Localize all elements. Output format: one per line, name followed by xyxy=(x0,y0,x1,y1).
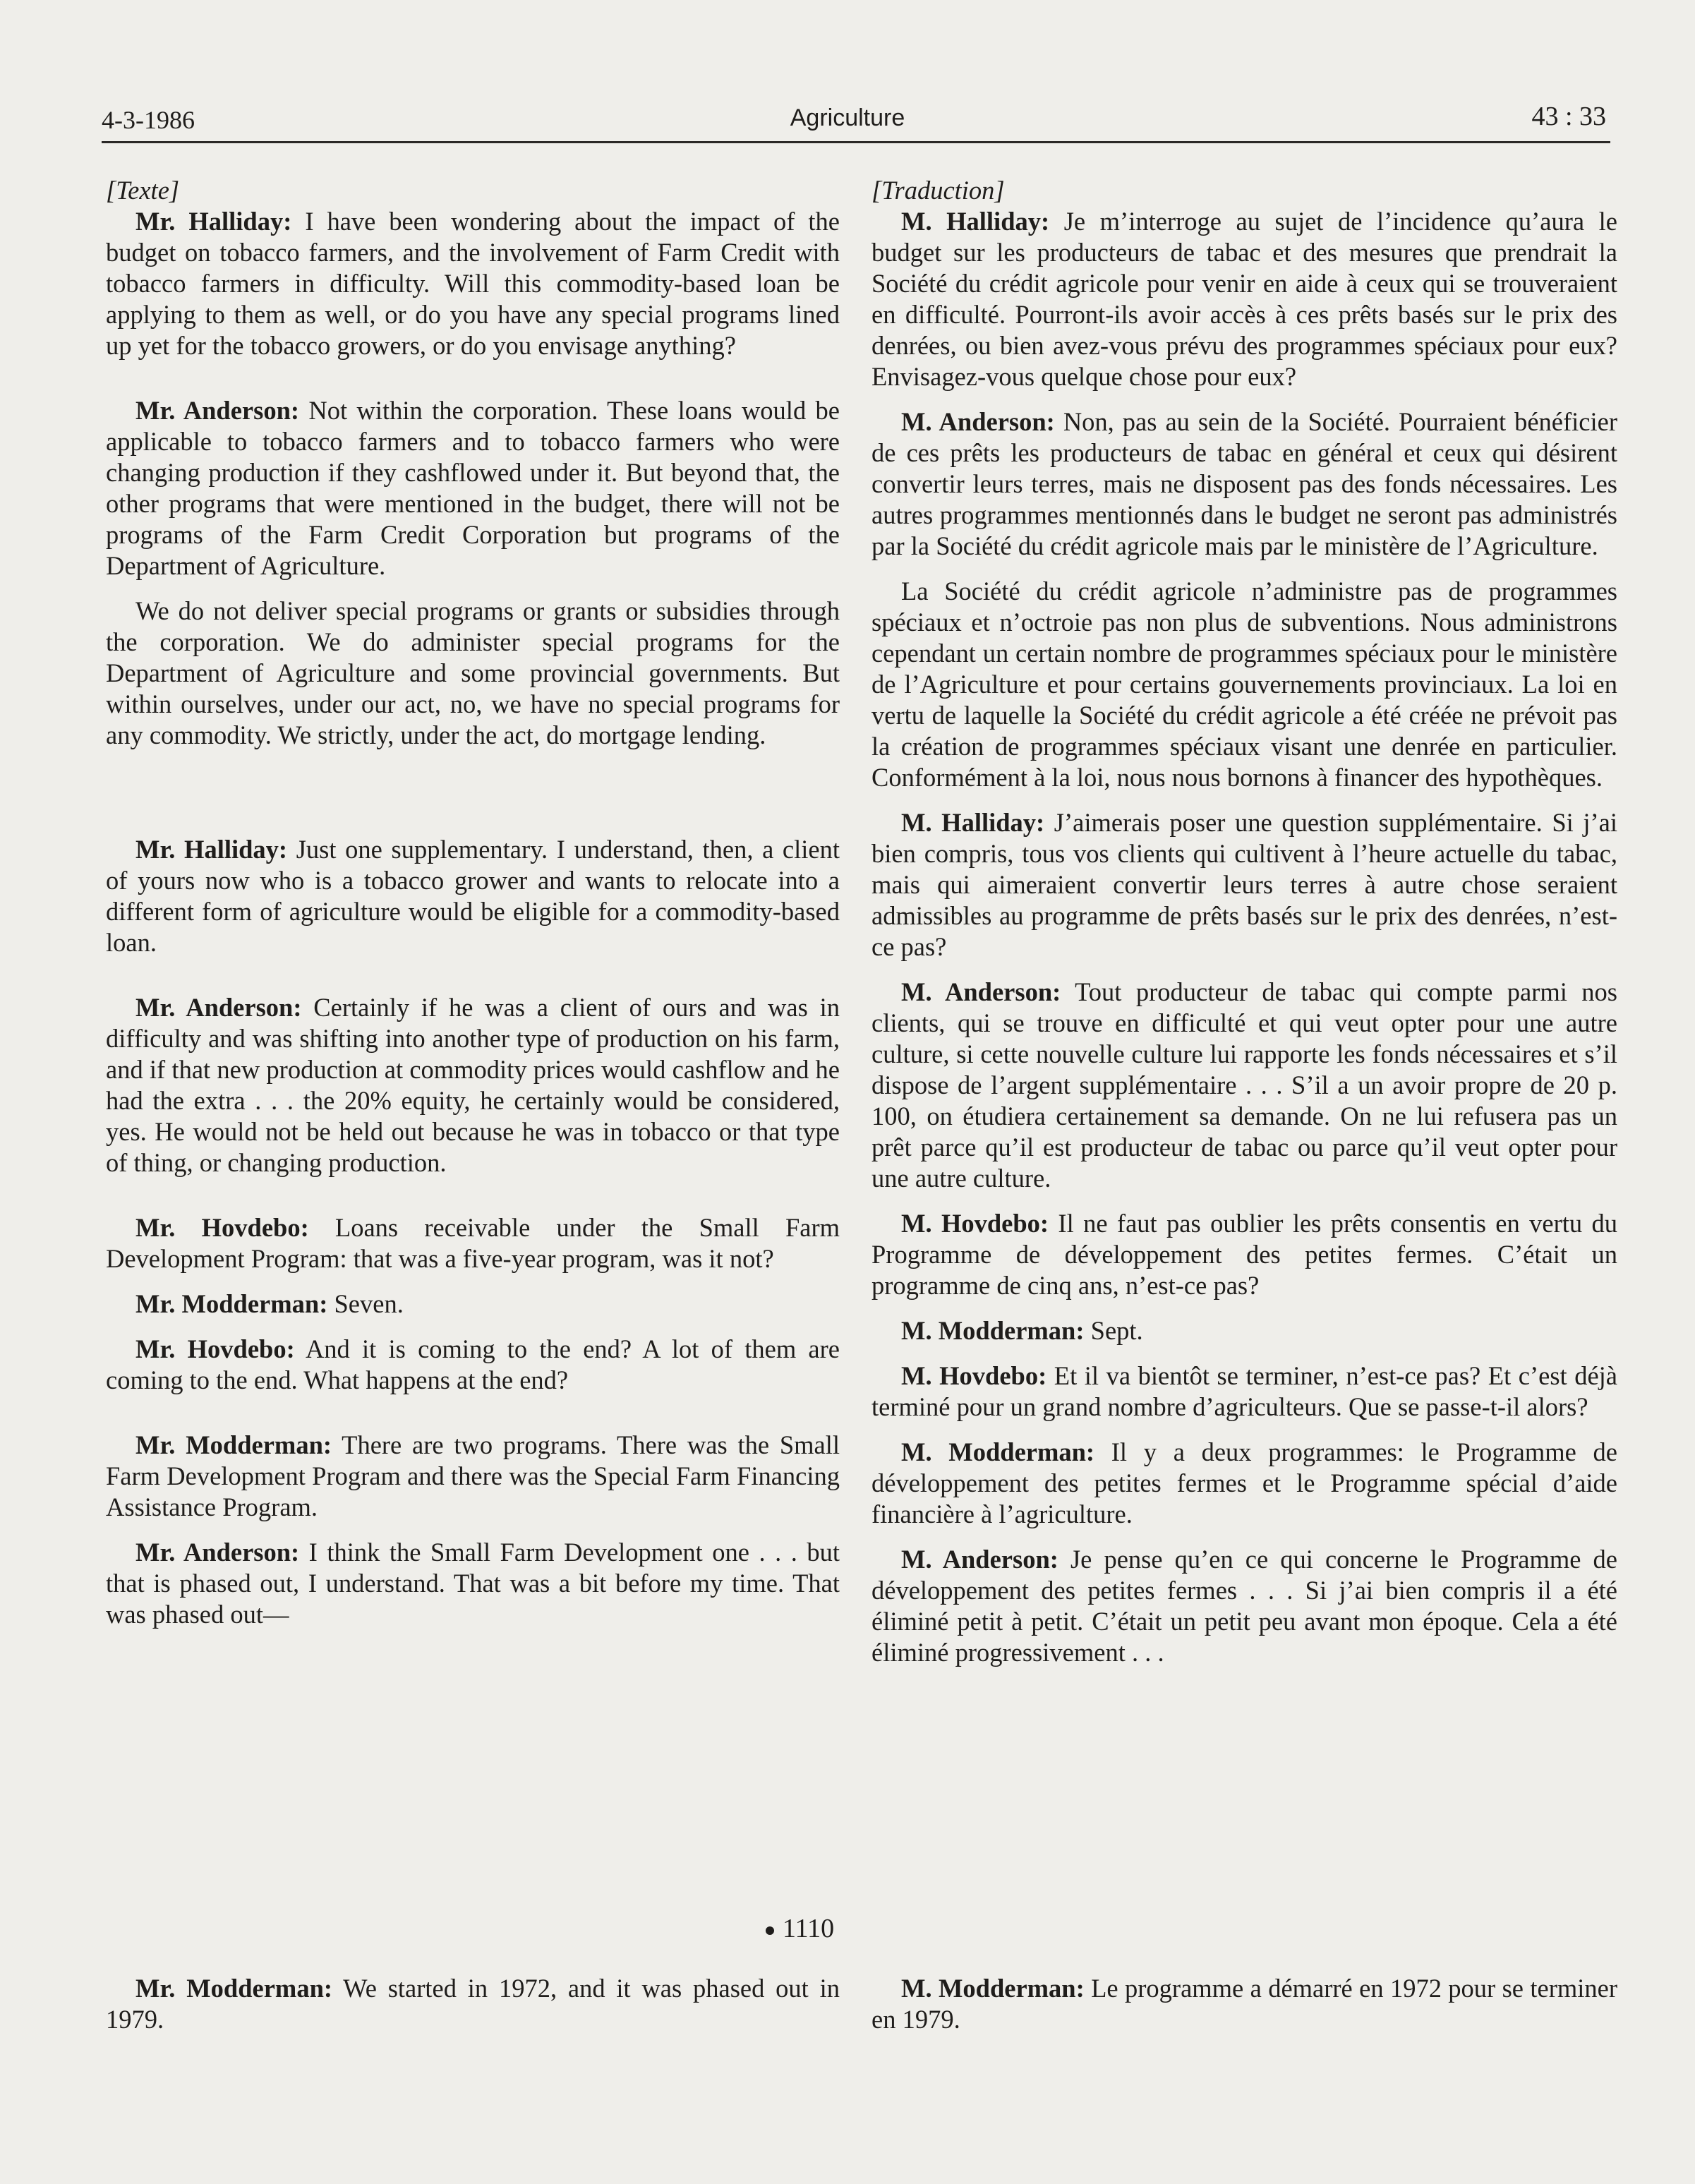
time-marker xyxy=(766,1913,834,1944)
section-label: [Traduction] xyxy=(871,176,1005,205)
paragraph xyxy=(106,395,840,581)
speaker: Mr. Anderson: xyxy=(135,993,302,1022)
speech: And it is coming to the end? A lot of them are coming to the end. What happens at the end? xyxy=(106,1334,840,1394)
paragraph xyxy=(871,406,1617,562)
time-marker-text: 1110 xyxy=(783,1914,835,1943)
speech: There are two programs. There was the Small Farm Development Program and there was the Special Farm Financing Assistance Program. xyxy=(106,1430,840,1521)
paragraph xyxy=(106,1973,840,2035)
speaker: M. Anderson: xyxy=(901,407,1055,436)
paragraph xyxy=(106,1289,840,1320)
column-english xyxy=(106,175,840,1630)
speaker: Mr. Anderson: xyxy=(135,1538,300,1567)
speech: Not within the corporation. These loans would be applicable to tobacco farmers and to tobacco farmers who were changing production if they cashflowed under it. But beyond that, the other programs that were mentioned in the budget, there will not be programs of the Farm Credit Corporation but programs of the Department of Agriculture. xyxy=(106,396,840,580)
speaker: M. Hovdebo: xyxy=(901,1209,1049,1238)
header-rule xyxy=(102,141,1610,143)
speaker: M. Anderson: xyxy=(901,1545,1058,1574)
paragraph xyxy=(871,206,1617,392)
speaker: M. Halliday: xyxy=(901,808,1045,837)
section-label: [Texte] xyxy=(106,176,180,205)
paragraph xyxy=(106,1430,840,1523)
speaker: M. Hovdebo: xyxy=(901,1361,1047,1390)
paragraph xyxy=(871,1315,1617,1346)
speaker: Mr. Halliday: xyxy=(135,835,288,864)
header-date: 4-3-1986 xyxy=(102,106,195,134)
speech: Je pense qu’en ce qui concerne le Programme de développement des petites fermes . . . Si j’ai bien compris il a été éliminé petit à petit. C’était un petit peu avant mon époque. Cela a été éliminé progressivement . . . xyxy=(871,1545,1617,1667)
paragraph xyxy=(106,992,840,1178)
speech: J’aimerais poser une question supplémentaire. Si j’ai bien compris, tous vos clients qui cultivent à l’heure actuelle du tabac, mais qui aimeraient convertir leurs terres à autre chose seraient admissibles au programme de prêts basés sur le prix des denrées, n’est-ce pas? xyxy=(871,808,1618,961)
paragraph xyxy=(871,1208,1617,1301)
speaker: Mr. Hovdebo: xyxy=(135,1213,309,1242)
speech: Il ne faut pas oublier les prêts consentis en vertu du Programme de développement des petites fermes. C’était un programme de cinq ans, n’est-ce pas? xyxy=(871,1209,1617,1300)
speech: Certainly if he was a client of ours and was in difficulty and was shifting into another type of production on his farm, and if that new production at commodity prices would cashflow and he had the extra . . . the 20% equity, he certainly would be considered, yes. He would not be held out because he was in tobacco or that type of thing, or changing production. xyxy=(106,993,840,1177)
speech: Tout producteur de tabac qui compte parmi nos clients, qui se trouve en difficulté et qui veut opter pour une autre culture, si cette nouvelle culture lui rapporte les fonds nécessaires et s’il dispose de l’argent supplémentaire . . . S’il a un avoir propre de 20 p. 100, on étudiera certainement sa demande. On ne lui refusera pas un prêt parce qu’il est producteur de tabac ou parce qu’il veut opter pour une autre culture. xyxy=(871,977,1617,1193)
header-title: Agriculture xyxy=(790,104,905,131)
speech: Seven. xyxy=(327,1289,404,1318)
paragraph xyxy=(106,596,840,751)
paragraph xyxy=(106,1334,840,1396)
paragraph xyxy=(871,1973,1617,2035)
speaker: Mr. Modderman: xyxy=(135,1289,328,1318)
speaker: M. Modderman: xyxy=(901,1316,1085,1345)
speaker: Mr. Hovdebo: xyxy=(135,1334,295,1363)
bullet-icon xyxy=(766,1926,774,1935)
column-french-end xyxy=(871,1973,1617,2035)
paragraph xyxy=(106,206,840,361)
paragraph xyxy=(871,807,1617,963)
paragraph xyxy=(106,1212,840,1274)
paragraph xyxy=(871,977,1617,1194)
header-page-number: 43 : 33 xyxy=(1531,102,1606,131)
paragraph xyxy=(871,1437,1617,1530)
speech: Je m’interroge au sujet de l’incidence qu’aura le budget sur les producteurs de tabac et des mesures que prendrait la Société du crédit agricole pour venir en aide à ceux qui se trouveraient en difficulté. Pourront-ils avoir accès à ces prêts basés sur le prix des denrées, ou bien avez-vous prévu des programmes spéciaux pour eux? Envisagez-vous quelque chose pour eux? xyxy=(871,207,1618,391)
speaker: M. Modderman: xyxy=(901,1974,1085,2003)
column-english-end xyxy=(106,1973,840,2035)
speaker: Mr. Anderson: xyxy=(135,396,300,425)
column-french xyxy=(871,175,1617,1668)
speech: Sept. xyxy=(1084,1316,1143,1345)
speech: Loans receivable under the Small Farm Development Program: that was a five-year program, was it not? xyxy=(106,1213,840,1273)
paragraph xyxy=(871,1544,1617,1668)
paragraph xyxy=(871,1361,1617,1423)
speech: I have been wondering about the impact of the budget on tobacco farmers, and the involvement of Farm Credit with tobacco farmers in difficulty. Will this commodity-based loan be applying to them as well, or do you have any special programs lined up yet for the tobacco growers, or do you envisage anything? xyxy=(106,207,840,360)
speaker: M. Modderman: xyxy=(901,1437,1095,1466)
speech: Et il va bientôt se terminer, n’est-ce pas? Et c’est déjà terminé pour un grand nombre d’agriculteurs. Que se passe-t-il alors? xyxy=(871,1361,1618,1421)
speaker: M. Anderson: xyxy=(901,977,1061,1006)
speech: Il y a deux programmes: le Programme de développement des petites fermes et le Programme spécial d’aide financière à l’agriculture. xyxy=(871,1437,1617,1528)
speech: Le programme a démarré en 1972 pour se terminer en 1979. xyxy=(871,1974,1617,2034)
speech: Non, pas au sein de la Société. Pourraient bénéficier de ces prêts les producteurs de tabac en général et ceux qui désirent convertir leurs terres, mais ne disposent pas des fonds nécessaires. Les autres programmes mentionnés dans le budget ne seront pas administrés par la Société du crédit agricole mais par le ministère de l’Agriculture. xyxy=(871,407,1617,560)
speaker: M. Halliday: xyxy=(901,207,1050,236)
speaker: Mr. Modderman: xyxy=(135,1974,333,2003)
speech: Just one supplementary. I understand, then, a client of yours now who is a tobacco grower and wants to relocate into a different form of agriculture would be eligible for a commodity-based loan. xyxy=(106,835,840,957)
speaker: Mr. Halliday: xyxy=(135,207,292,236)
paragraph xyxy=(871,576,1617,793)
paragraph xyxy=(106,834,840,958)
speech: We started in 1972, and it was phased out in 1979. xyxy=(106,1974,840,2034)
speech: We do not deliver special programs or grants or subsidies through the corporation. We do administer special programs for the Department of Agriculture and some provincial governments. But within ourselves, under our act, no, we have no special programs for any commodity. We strictly, under the act, do mortgage lending. xyxy=(106,596,840,749)
speech: La Société du crédit agricole n’administre pas de programmes spéciaux et n’octroie pas non plus de subventions. Nous administrons cependant un certain nombre de programmes spéciaux pour le ministère de l’Agriculture et pour certains gouvernements provinciaux. La loi en vertu de laquelle la Société du crédit agricole a été créée ne prévoit pas la création de programmes spéciaux visant une denrée en particulier. Conformément à la loi, nous nous bornons à financer des hypothèques. xyxy=(871,577,1617,792)
speaker: Mr. Modderman: xyxy=(135,1430,332,1459)
speech: I think the Small Farm Development one . . . but that is phased out, I understand. That was a bit before my time. That was phased out— xyxy=(106,1538,840,1629)
paragraph xyxy=(106,1537,840,1630)
